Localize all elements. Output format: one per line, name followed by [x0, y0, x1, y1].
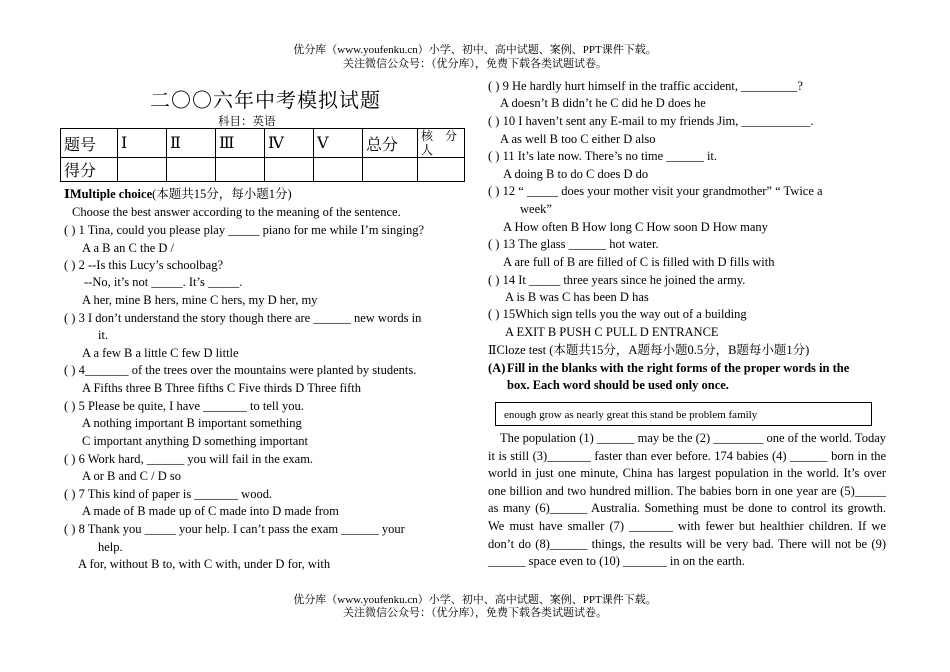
score-table — [60, 128, 465, 182]
question-2: ( ) 2 --Is this Lucy’s schoolbag? — [64, 258, 223, 272]
score-input-4[interactable] — [265, 158, 314, 182]
score-input-2[interactable] — [167, 158, 216, 182]
question-5-options-b: C important anything D something important — [82, 434, 309, 448]
question-1-options: A a B an C the D / — [82, 241, 175, 255]
section1-instruction: Choose the best answer according to the meaning of the sentence. — [72, 205, 401, 219]
question-8: ( ) 8 Thank you _____ your help. I can’t pass the exam ______ your — [64, 522, 405, 536]
question-15-options: A EXIT B PUSH C PULL D ENTRANCE — [505, 325, 719, 339]
question-15: ( ) 15Which sign tells you the way out of a building — [488, 307, 747, 321]
question-3-line2: it. — [98, 328, 109, 342]
subject-label: 科目：英语 — [218, 116, 276, 128]
question-7-options: A made of B made up of C made into D made from — [82, 504, 339, 518]
question-13: ( ) 13 The glass ______ hot water. — [488, 237, 659, 251]
score-table-header-row — [61, 129, 465, 158]
score-cell-total: 总分 — [363, 129, 418, 158]
question-8-line2: help. — [98, 540, 123, 554]
score-input-checker[interactable] — [418, 158, 465, 182]
score-input-3[interactable] — [216, 158, 265, 182]
question-10: ( ) 10 I haven’t sent any E-mail to my friends Jim, ___________. — [488, 114, 814, 128]
question-12-options: A How often B How long C How soon D How many — [503, 220, 768, 234]
section2-partA-label: (A) — [488, 361, 506, 375]
question-14-options: A is B was C has been D has — [505, 290, 649, 304]
score-cell-1: Ⅰ — [118, 129, 167, 158]
question-2-options: A her, mine B hers, mine C hers, my D her, my — [82, 293, 318, 307]
section1-heading — [64, 186, 292, 203]
question-9-options: A doesn’t B didn’t he C did he D does he — [500, 96, 706, 110]
score-input-total[interactable] — [363, 158, 418, 182]
score-table-score-row — [61, 158, 465, 182]
question-3-options: A a few B a little C few D little — [82, 346, 239, 360]
section2-partA-instruction-1: Fill in the blanks with the right forms of the proper words in the — [507, 361, 850, 375]
question-12: ( ) 12 “ _____ does your mother visit your grandmother” “ Twice a — [488, 184, 823, 198]
question-4-options: A Fifths three B Three fifths C Five thirds D Three fifth — [82, 381, 362, 395]
score-cell-4: Ⅳ — [265, 129, 314, 158]
section1-title: ⅠMultiple choice — [64, 187, 153, 201]
section1-note: (本题共15分，每小题1分) — [152, 187, 292, 201]
section2-heading: ⅡCloze test (本题共15分，A题每小题0.5分，B题每小题1分) — [488, 343, 810, 357]
score-input-5[interactable] — [314, 158, 363, 182]
header-line-1: 优分库（www.youfenku.cn）小学、初中、高中试题、案例、PPT课件下载。 — [293, 44, 657, 56]
question-11: ( ) 11 It’s late now. There’s no time ______ it. — [488, 149, 718, 163]
score-input-1[interactable] — [118, 158, 167, 182]
page-title: 二〇〇六年中考模拟试题 — [150, 90, 381, 112]
header-line-2: 关注微信公众号：（优分库），免费下载各类试题试卷。 — [343, 58, 607, 70]
question-6: ( ) 6 Work hard, ______ you will fail in the exam. — [64, 452, 314, 466]
score-cell-5: Ⅴ — [314, 129, 363, 158]
question-11-options: A doing B to do C does D do — [503, 167, 649, 181]
word-box: enough grow as nearly great this stand be problem family — [495, 402, 872, 426]
question-4: ( ) 4_______ of the trees over the mountains were planted by students. — [64, 363, 417, 377]
question-7: ( ) 7 This kind of paper is _______ wood. — [64, 487, 273, 501]
question-5-options-a: A nothing important B important something — [82, 416, 302, 430]
question-3: ( ) 3 I don’t understand the story though there are ______ new words in — [64, 311, 422, 325]
question-9: ( ) 9 He hardly hurt himself in the traffic accident, _________? — [488, 79, 803, 93]
cloze-passage: The population (1) ______ may be the (2) ________ one of the world. Today it is still (3)_______ faster than ever before. 174 babies (4) ______ born in the world in just one minute, China has largest population in the world. It’s over one billion and two hundred million. The babies born in one year are (5)_____ as many (6)______ Australia. Something must be done to control its growth. We must have smaller (7) _______ with fewer but healthier children. If we don’t do (8)______ things, the results will be very bad. There will not be (9) ______ space even to (10) _______ in on the earth. — [488, 431, 886, 569]
section2-partA-instruction-2: box. Each word should be used only once. — [507, 378, 729, 392]
footer-line-1: 优分库（www.youfenku.cn）小学、初中、高中试题、案例、PPT课件下载。 — [293, 594, 657, 606]
question-6-options: A or B and C / D so — [82, 469, 181, 483]
question-14: ( ) 14 It _____ three years since he joined the army. — [488, 273, 746, 287]
score-cell-2: Ⅱ — [167, 129, 216, 158]
question-8-options: A for, without B to, with C with, under D for, with — [78, 557, 331, 571]
question-12-line2: week” — [520, 202, 552, 216]
question-2-line2: --No, it’s not _____. It’s _____. — [84, 275, 243, 289]
score-row-label: 得分 — [61, 158, 118, 182]
question-13-options: A are full of B are filled of C is filled with D fills with — [503, 255, 775, 269]
question-10-options: A as well B too C either D also — [500, 132, 656, 146]
score-cell-checker: 核 分人 — [418, 129, 465, 158]
question-5: ( ) 5 Please be quite, I have _______ to tell you. — [64, 399, 304, 413]
footer-line-2: 关注微信公众号：（优分库），免费下载各类试题试卷。 — [343, 607, 607, 619]
score-cell-3: Ⅲ — [216, 129, 265, 158]
question-1: ( ) 1 Tina, could you please play _____ piano for me while I’m singing? — [64, 223, 425, 237]
score-cell-label: 题号 — [61, 129, 118, 158]
